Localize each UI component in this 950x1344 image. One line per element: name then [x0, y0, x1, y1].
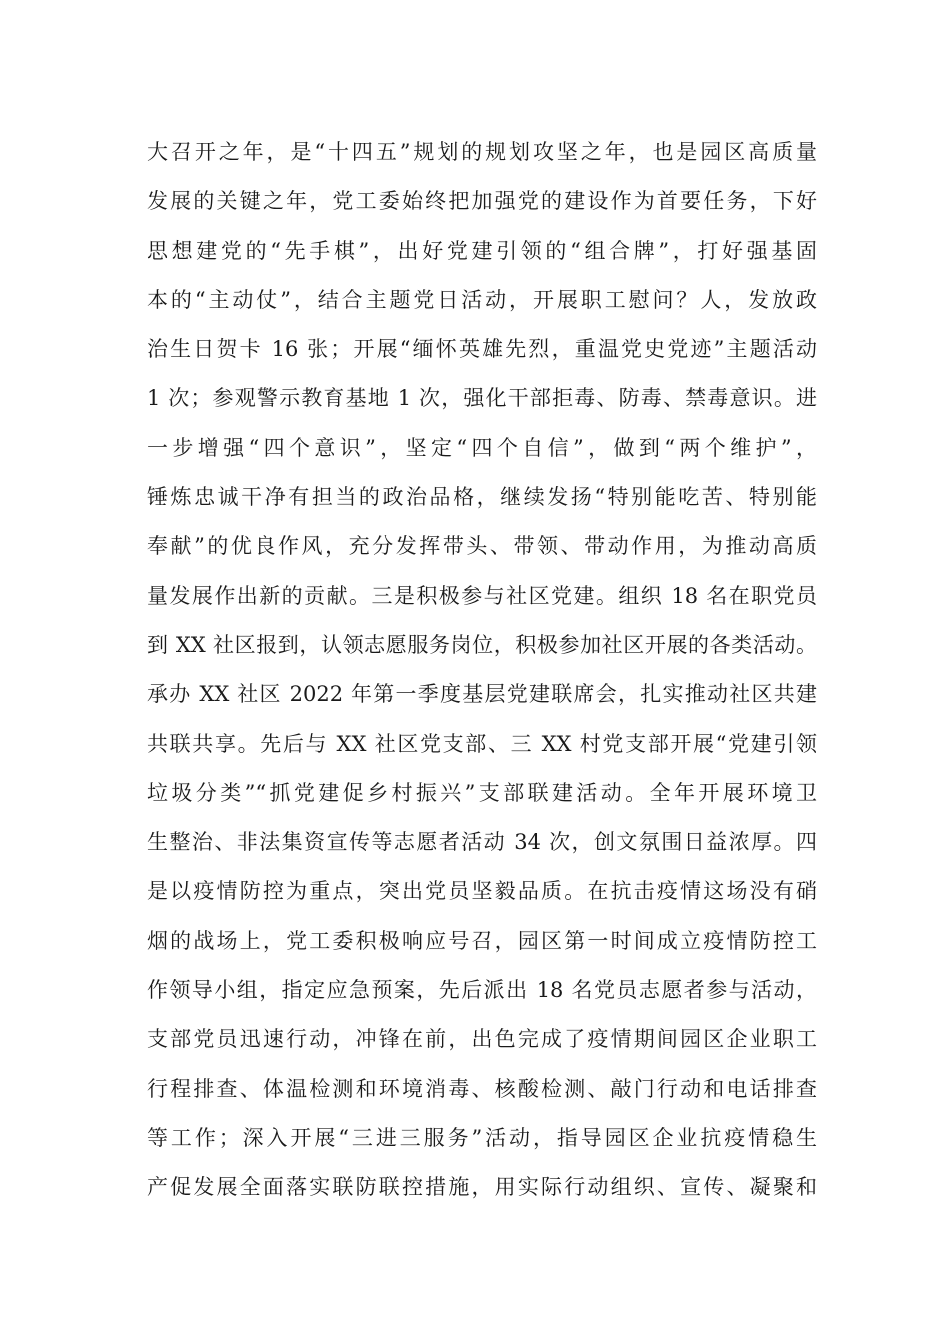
text-line: 垃圾分类”“抓党建促乡村振兴”支部联建活动。全年开展环境卫 [147, 780, 817, 805]
text-line: 奉献”的优良作风，充分发挥带头、带领、带动作用，为推动高质 [147, 534, 817, 559]
text-line: 1 次；参观警示教育基地 1 次，强化干部拒毒、防毒、禁毒意识。进 [147, 386, 817, 411]
text-line: 发展的关键之年，党工委始终把加强党的建设作为首要任务，下好 [147, 189, 817, 214]
text-line: 生整治、非法集资宣传等志愿者活动 34 次，创文氛围日益浓厚。四 [147, 830, 817, 855]
text-line: 量发展作出新的贡献。三是积极参与社区党建。组织 18 名在职党员 [147, 583, 817, 608]
text-line: 产促发展全面落实联防联控措施，用实际行动组织、宣传、凝聚和 [147, 1175, 817, 1200]
text-line: 支部党员迅速行动，冲锋在前，出色完成了疫情期间园区企业职工 [147, 1027, 817, 1052]
text-line: 锤炼忠诚干净有担当的政治品格，继续发扬“特别能吃苦、特别能 [147, 485, 817, 510]
text-line: 本的“主动仗”，结合主题党日活动，开展职工慰问？人，发放政 [147, 287, 817, 312]
text-line: 作领导小组，指定应急预案，先后派出 18 名党员志愿者参与活动， [147, 978, 817, 1003]
text-line: 承办 XX 社区 2022 年第一季度基层党建联席会，扎实推动社区共建 [147, 682, 817, 707]
text-line: 到 XX 社区报到，认领志愿服务岗位，积极参加社区开展的各类活动。 [147, 632, 817, 657]
text-line: 烟的战场上，党工委积极响应号召，园区第一时间成立疫情防控工 [147, 928, 817, 953]
text-line: 共联共享。先后与 XX 社区党支部、三 XX 村党支部开展“党建引领 [147, 731, 817, 756]
text-line: 是以疫情防控为重点，突出党员坚毅品质。在抗击疫情这场没有硝 [147, 879, 817, 904]
body-paragraph [147, 131, 817, 1216]
text-line: 等工作；深入开展“三进三服务”活动，指导园区企业抗疫情稳生 [147, 1125, 817, 1150]
text-line: 一步增强“四个意识”，坚定“四个自信”，做到“两个维护”， [147, 435, 817, 460]
text-line: 思想建党的“先手棋”，出好党建引领的“组合牌”，打好强基固 [147, 238, 817, 263]
text-line: 治生日贺卡 16 张；开展“缅怀英雄先烈，重温党史党迹”主题活动 [147, 337, 817, 362]
text-line: 大召开之年，是“十四五”规划的规划攻坚之年，也是园区高质量 [147, 140, 817, 164]
text-line: 行程排查、体温检测和环境消毒、核酸检测、敲门行动和电话排查 [147, 1076, 817, 1101]
